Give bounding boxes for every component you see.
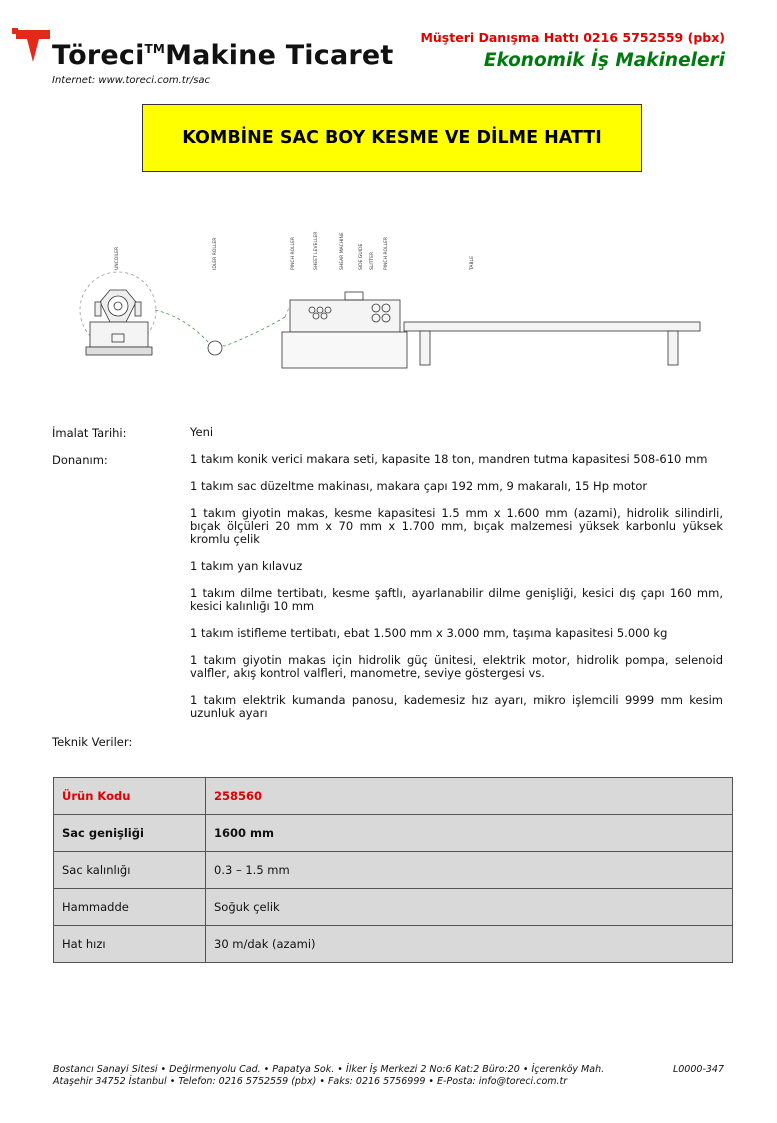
trademark: TM	[144, 42, 166, 56]
website-link[interactable]: Internet: www.toreci.com.tr/sac	[52, 75, 211, 86]
equipment-item: 1 takım giyotin makas, kesme kapasitesi 1.5 mm x 1.600 mm (azami), hidrolik silindirli, bıçak ölçüleri 20 mm x 70 mm x 1.700 mm, bıçak malzemesi yüksek karbonlu yüksek kromlu çelik	[190, 506, 723, 546]
brand-suffix: Makine Ticaret	[165, 40, 394, 71]
footer-line-1: Bostancı Sanayi Sitesi • Değirmenyolu Cad. • Papatya Sok. • İlker İş Merkezi 2 No:6 Kat:2 Büro:20 • İçerenköy Mah.	[53, 1064, 605, 1075]
equipment-item: 1 takım sac düzeltme makinası, makara çapı 192 mm, 9 makaralı, 15 Hp motor	[190, 479, 648, 493]
diagram-label-idler-roller: IDLER ROLLER	[213, 237, 218, 270]
uncoiler-machine	[80, 272, 156, 355]
document-code: L0000-347	[672, 1064, 724, 1075]
diagram-label-uncoiler: UNCOILER	[115, 246, 120, 270]
leveller-shear-machine	[282, 292, 407, 368]
equipment-item: 1 takım istifleme tertibatı, ebat 1.500 mm x 3.000 mm, taşıma kapasitesi 5.000 kg	[190, 626, 668, 640]
slogan: Ekonomik İş Makineleri	[483, 50, 725, 71]
production-line-diagram	[60, 192, 720, 382]
idler-roller	[208, 341, 222, 355]
diagram-label-shear-machine: SHEAR MACHINE	[340, 232, 345, 270]
table-cell-label: Sac genişliği	[54, 815, 206, 852]
table-cell-label: Hammadde	[54, 889, 206, 926]
manufacture-date-value: Yeni	[190, 425, 214, 439]
equipment-item: 1 takım yan kılavuz	[190, 559, 303, 573]
table-row	[54, 778, 733, 815]
table-row	[54, 926, 733, 963]
table-cell-value: 0.3 – 1.5 mm	[206, 852, 733, 889]
tech-data-label: Teknik Veriler:	[52, 735, 133, 749]
diagram-label-table: TABLE	[470, 256, 475, 270]
table-cell-value: 1600 mm	[206, 815, 733, 852]
stacking-table	[404, 322, 700, 365]
table-row	[54, 852, 733, 889]
footer-address	[53, 1064, 728, 1088]
diagram-label-sheet-leveller: SHEET LEVELLER	[314, 231, 319, 270]
equipment-label: Donanım:	[52, 453, 108, 467]
table-row	[54, 889, 733, 926]
title-box	[142, 104, 642, 172]
table-cell-label: Ürün Kodu	[54, 778, 206, 815]
table-cell-label: Hat hızı	[54, 926, 206, 963]
tech-data-table	[53, 777, 733, 963]
equipment-item: 1 takım dilme tertibatı, kesme şaftlı, ayarlanabilir dilme genişliği, kesici dış çapı 160 mm, kesici kalınlığı 10 mm	[190, 586, 723, 613]
diagram-label-slitter: SLITTER	[370, 251, 375, 270]
brand-title: Töreci	[52, 40, 145, 71]
diagram-label-pinch-roller: PINCH ROLLER	[291, 236, 296, 270]
table-cell-value: Soğuk çelik	[206, 889, 733, 926]
diagram-label-side-guide: SIDE GUIDE	[359, 243, 364, 270]
hotline-text: Müşteri Danışma Hattı 0216 5752559 (pbx)	[420, 30, 725, 45]
table-cell-value: 30 m/dak (azami)	[206, 926, 733, 963]
table-cell-label: Sac kalınlığı	[54, 852, 206, 889]
page-title: KOMBİNE SAC BOY KESME VE DİLME HATTI	[182, 128, 602, 148]
brand-name	[52, 40, 394, 71]
table-cell-value: 258560	[206, 778, 733, 815]
equipment-item: 1 takım giyotin makas için hidrolik güç ünitesi, elektrik motor, hidrolik pompa, selenoid valfler, akış kontrol valfleri, manometre, seviye göstergesi vs.	[190, 653, 723, 680]
footer-line-2: Ataşehir 34752 İstanbul • Telefon: 0216 5752559 (pbx) • Faks: 0216 5756999 • E-Posta: info@toreci.com.tr	[53, 1076, 568, 1087]
equipment-item: 1 takım konik verici makara seti, kapasite 18 ton, mandren tutma kapasitesi 508-610 mm	[190, 452, 708, 466]
manufacture-date-label: İmalat Tarihi:	[52, 426, 127, 440]
table-row	[54, 815, 733, 852]
diagram-label-pinch-roller-2: PINCH ROLLER	[384, 236, 389, 270]
equipment-item: 1 takım elektrik kumanda panosu, kademesiz hız ayarı, mikro işlemcili 9999 mm kesim uzunluk ayarı	[190, 693, 723, 720]
toreci-logo-icon	[12, 22, 52, 70]
